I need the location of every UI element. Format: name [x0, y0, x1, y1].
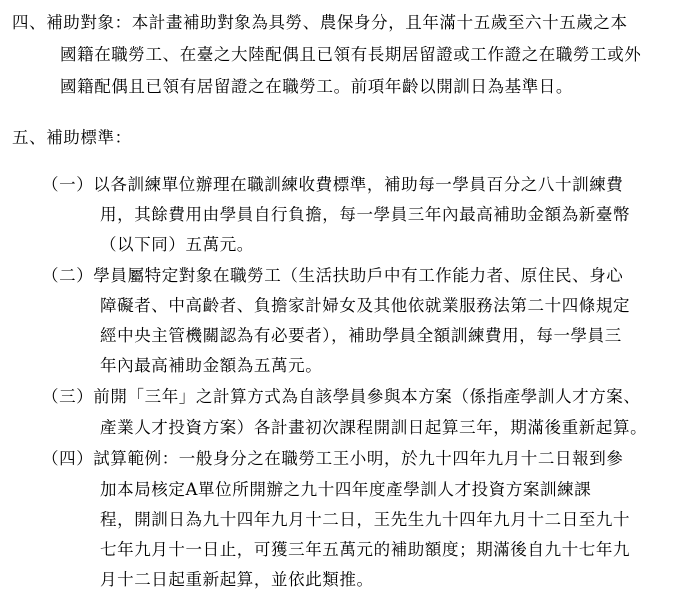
item2-line-3: 經中央主管機關認為有必要者），補助學員全額訓練費用，每一學員三 — [100, 326, 622, 345]
item1-line-2: 用，其餘費用由學員自行負擔，每一學員三年內最高補助金額為新臺幣 — [100, 205, 631, 224]
item1-line-3: （以下同）五萬元。 — [100, 235, 254, 254]
item4-line-5: 月十二日起重新起算，並依此類推。 — [100, 570, 374, 589]
item2-line-4: 年內最高補助金額為五萬元。 — [100, 356, 323, 375]
item2-line-1: （二）學員屬特定對象在職勞工（生活扶助戶中有工作能力者、原住民、身心 — [42, 266, 624, 285]
section4-line-3: 國籍配偶且已領有居留證之在職勞工。前項年齡以開訓日為基準日。 — [60, 77, 573, 96]
section4-line-1: 四、補助對象：本計畫補助對象為具勞、農保身分，且年滿十五歲至六十五歲之本 — [12, 13, 628, 32]
item3-line-2: 產業人才投資方案）各計畫初次課程開訓日起算三年，期滿後重新起算。 — [100, 418, 648, 437]
item1-line-1: （一）以各訓練單位辦理在職訓練收費標準，補助每一學員百分之八十訓練費 — [42, 175, 624, 194]
item4-line-4: 七年九月十一日止，可獲三年五萬元的補助額度；期滿後自九十七年九 — [100, 540, 631, 559]
section5-heading: 五、補助標準： — [12, 128, 132, 147]
item4-line-3: 程，開訓日為九十四年九月十二日，王先生九十四年九月十二日至九十 — [100, 510, 631, 529]
item4-line-2: 加本局核定A單位所開辦之九十四年度產學訓人才投資方案訓練課 — [100, 480, 592, 499]
item2-line-2: 障礙者、中高齡者、負擔家計婦女及其他依就業服務法第二十四條規定 — [100, 296, 631, 315]
section4-line-2: 國籍在職勞工、在臺之大陸配偶且已領有長期居留證或工作證之在職勞工或外 — [60, 45, 642, 64]
item4-line-1: （四）試算範例：一般身分之在職勞工王小明，於九十四年九月十二日報到參 — [42, 449, 624, 468]
item3-line-1: （三）前開「三年」之計算方式為自該學員參與本方案（係指產學訓人才方案、 — [42, 387, 641, 406]
